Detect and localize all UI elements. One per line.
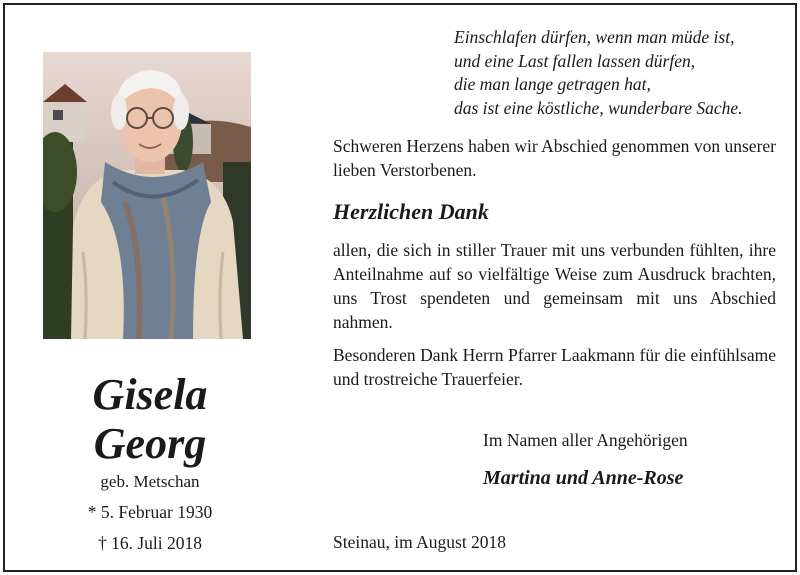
signer-names: Martina und Anne-Rose	[483, 467, 684, 489]
farewell-text: Schweren Herzens haben wir Abschied genommen von unserer lieben Verstorbenen.	[333, 136, 776, 180]
place-date: Steinau, im August 2018	[333, 532, 507, 552]
death-date: † 16. Juli 2018	[97, 533, 203, 553]
portrait-photo	[43, 52, 251, 339]
poem-line: die man lange getragen hat,	[454, 74, 651, 94]
thanks-text: allen, die sich in stiller Trauer mit uns verbunden fühlten, ihre Anteilnahme auf so vielfältige Weise zum Ausdruck brachten, uns Trost spendeten und gemeinsam mit uns Abschied nahmen.	[333, 240, 776, 332]
birth-name: geb. Metschan	[100, 472, 200, 491]
birth-date: * 5. Februar 1930	[87, 502, 213, 522]
poem-line: und eine Last fallen lassen dürfen,	[454, 50, 696, 71]
first-name: Gisela	[92, 370, 208, 419]
poem-line: Einschlafen dürfen, wenn man müde ist,	[454, 27, 735, 47]
on-behalf-text: Im Namen aller Angehörigen	[483, 430, 688, 450]
poem-line: das ist eine köstliche, wunderbare Sache.	[454, 97, 743, 118]
poem	[454, 26, 784, 120]
obituary-frame	[3, 3, 797, 572]
thanks-heading: Herzlichen Dank	[333, 199, 489, 224]
special-thanks-text: Besonderen Dank Herrn Pfarrer Laakmann für die einfühlsame und trostreiche Trauerfeier.	[333, 345, 776, 389]
last-name: Georg	[93, 419, 207, 468]
